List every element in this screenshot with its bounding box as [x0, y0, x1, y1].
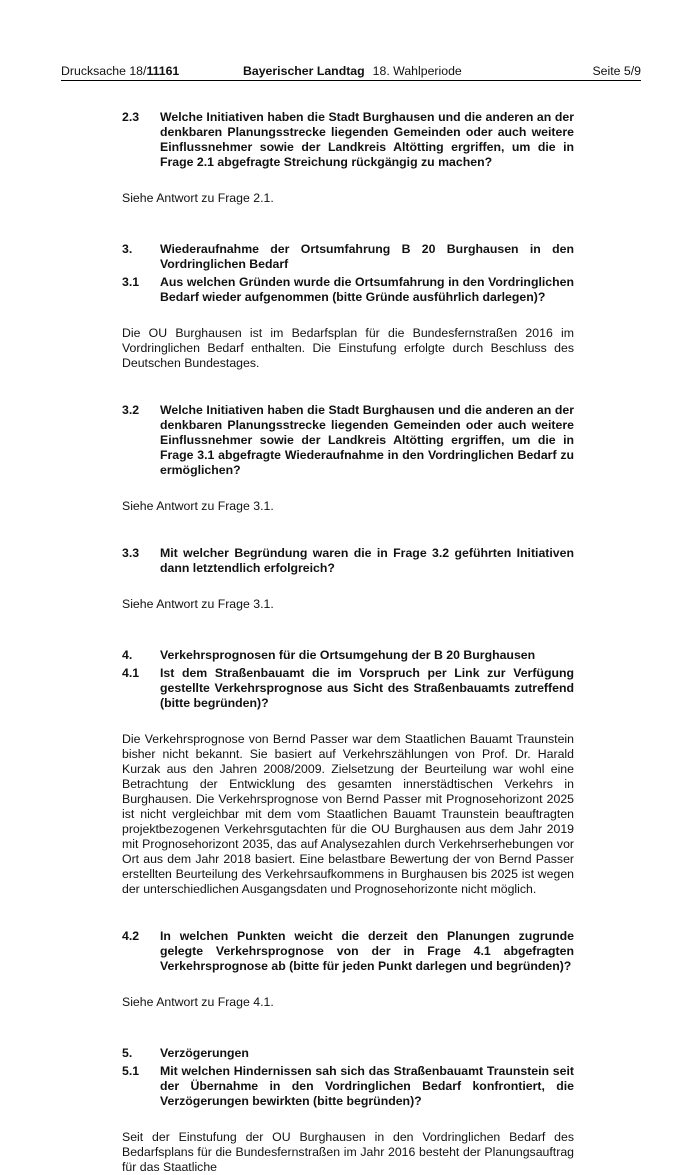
section-4-heading — [122, 648, 574, 663]
question-number: 5.1 — [122, 1064, 140, 1078]
page-header — [61, 64, 641, 81]
question-5-1 — [122, 1064, 574, 1109]
question-number: 4.1 — [122, 666, 140, 680]
question-text: In welchen Punkten weicht die derzeit den Planungen zugrunde gelegte Verkehrsprognose von der in Frage 4.1 abgefragten Verkehrsprognose ab (bitte für jeden Punkt darlegen und begründen)? — [160, 929, 574, 973]
document-body — [122, 110, 574, 1175]
section-number: 5. — [122, 1046, 133, 1060]
section-number: 4. — [122, 648, 133, 662]
question-4-2 — [122, 929, 574, 974]
question-number: 3.3 — [122, 546, 140, 560]
page-number: Seite 5/9 — [592, 64, 641, 78]
drucksache-label: Drucksache 18/ — [61, 64, 147, 78]
question-4-1 — [122, 666, 574, 711]
parliament-info — [243, 64, 462, 78]
wahlperiode: 18. Wahlperiode — [372, 64, 462, 78]
section-3-heading — [122, 242, 574, 272]
answer-2-3: Siehe Antwort zu Frage 2.1. — [122, 191, 274, 205]
question-text: Mit welcher Begründung waren die in Frage 3.2 geführten Initiativen dann letztendlich erfolgreich? — [160, 546, 574, 575]
section-title: Verzögerungen — [160, 1046, 249, 1060]
question-number: 4.2 — [122, 929, 140, 943]
drucksache-number: 11161 — [146, 64, 180, 78]
section-5-heading — [122, 1046, 574, 1061]
section-title: Wiederaufnahme der Ortsumfahrung B 20 Burghausen in den Vordringlichen Bedarf — [160, 242, 574, 271]
section-number: 3. — [122, 242, 133, 256]
question-2-3 — [122, 110, 574, 170]
question-text: Mit welchen Hindernissen sah sich das Straßenbauamt Traunstein seit der Übernahme in den Vordringlichen Bedarf konfrontiert, die Verzögerungen bewirkten (bitte begründen)? — [160, 1064, 574, 1108]
question-number: 2.3 — [122, 110, 140, 124]
section-title: Verkehrsprognosen für die Ortsumgehung der B 20 Burghausen — [160, 648, 536, 662]
answer-5-1: Seit der Einstufung der OU Burghausen in den Vordringlichen Bedarf des Bedarfsplans für die Bundesfernstraßen im Jahr 2016 besteht der Planungsauftrag für das Staatliche — [122, 1130, 574, 1174]
question-text: Welche Initiativen haben die Stadt Burghausen und die anderen an der denkbaren Planungsstrecke liegenden Gemeinden oder auch weitere Einflussnehmer sowie der Landkreis Altötting ergriffen, um die in Frage 2.1 abgefragte Streichung rückgängig zu machen? — [160, 110, 574, 169]
question-text: Welche Initiativen haben die Stadt Burghausen und die anderen an der denkbaren Planungsstrecke liegenden Gemeinden oder auch weitere Einflussnehmer sowie der Landkreis Altötting ergriffen, um die in Frage 3.1 abgefragte Wiederaufnahme in den Vordringlichen Bedarf zu ermöglichen? — [160, 403, 574, 477]
document-number — [61, 64, 179, 78]
question-text: Aus welchen Gründen wurde die Ortsumfahrung in den Vordringlichen Bedarf wieder aufgenommen (bitte Gründe ausführlich darlegen)? — [160, 275, 574, 304]
landtag-name: Bayerischer Landtag — [243, 64, 365, 78]
answer-4-2: Siehe Antwort zu Frage 4.1. — [122, 995, 274, 1009]
question-number: 3.2 — [122, 403, 140, 417]
question-text: Ist dem Straßenbauamt die im Vorspruch per Link zur Verfügung gestellte Verkehrsprognose aus Sicht des Straßenbauamts zutreffend (bitte begründen)? — [160, 666, 574, 710]
question-number: 3.1 — [122, 275, 140, 289]
answer-3-3: Siehe Antwort zu Frage 3.1. — [122, 597, 274, 611]
answer-3-1: Die OU Burghausen ist im Bedarfsplan für die Bundesfernstraßen 2016 im Vordringlichen Bedarf enthalten. Die Einstufung erfolgte durch Beschluss des Deutschen Bundestages. — [122, 326, 574, 370]
question-3-2 — [122, 403, 574, 478]
answer-4-1: Die Verkehrsprognose von Bernd Passer war dem Staatlichen Bauamt Traunstein bisher nicht bekannt. Sie basiert auf Verkehrszählungen von Prof. Dr. Harald Kurzak aus den Jahren 2008/2009. Zielsetzung der Beurteilung war wohl eine Betrachtung der Entwicklung des gesamten innerstädtischen Verkehrs in Burghausen. Die Verkehrsprognose von Bernd Passer mit Prognosehorizont 2025 ist nicht vergleichbar mit dem vom Staatlichen Bauamt Traunstein beauftragten projektbezogenen Verkehrsgutachten für die OU Burghausen aus dem Jahr 2019 mit Prognosehorizont 2035, das auf Analysezahlen durch Verkehrserhebungen vor Ort aus dem Jahr 2018 basiert. Eine belastbare Bewertung der von Bernd Passer erstellten Beurteilung des Verkehrsaufkommens in Burghausen bis 2025 ist wegen der unterschiedlichen Ausgangsdaten und Prognosehorizonte nicht möglich. — [122, 732, 574, 896]
question-3-1 — [122, 275, 574, 305]
question-3-3 — [122, 546, 574, 576]
answer-3-2: Siehe Antwort zu Frage 3.1. — [122, 499, 274, 513]
